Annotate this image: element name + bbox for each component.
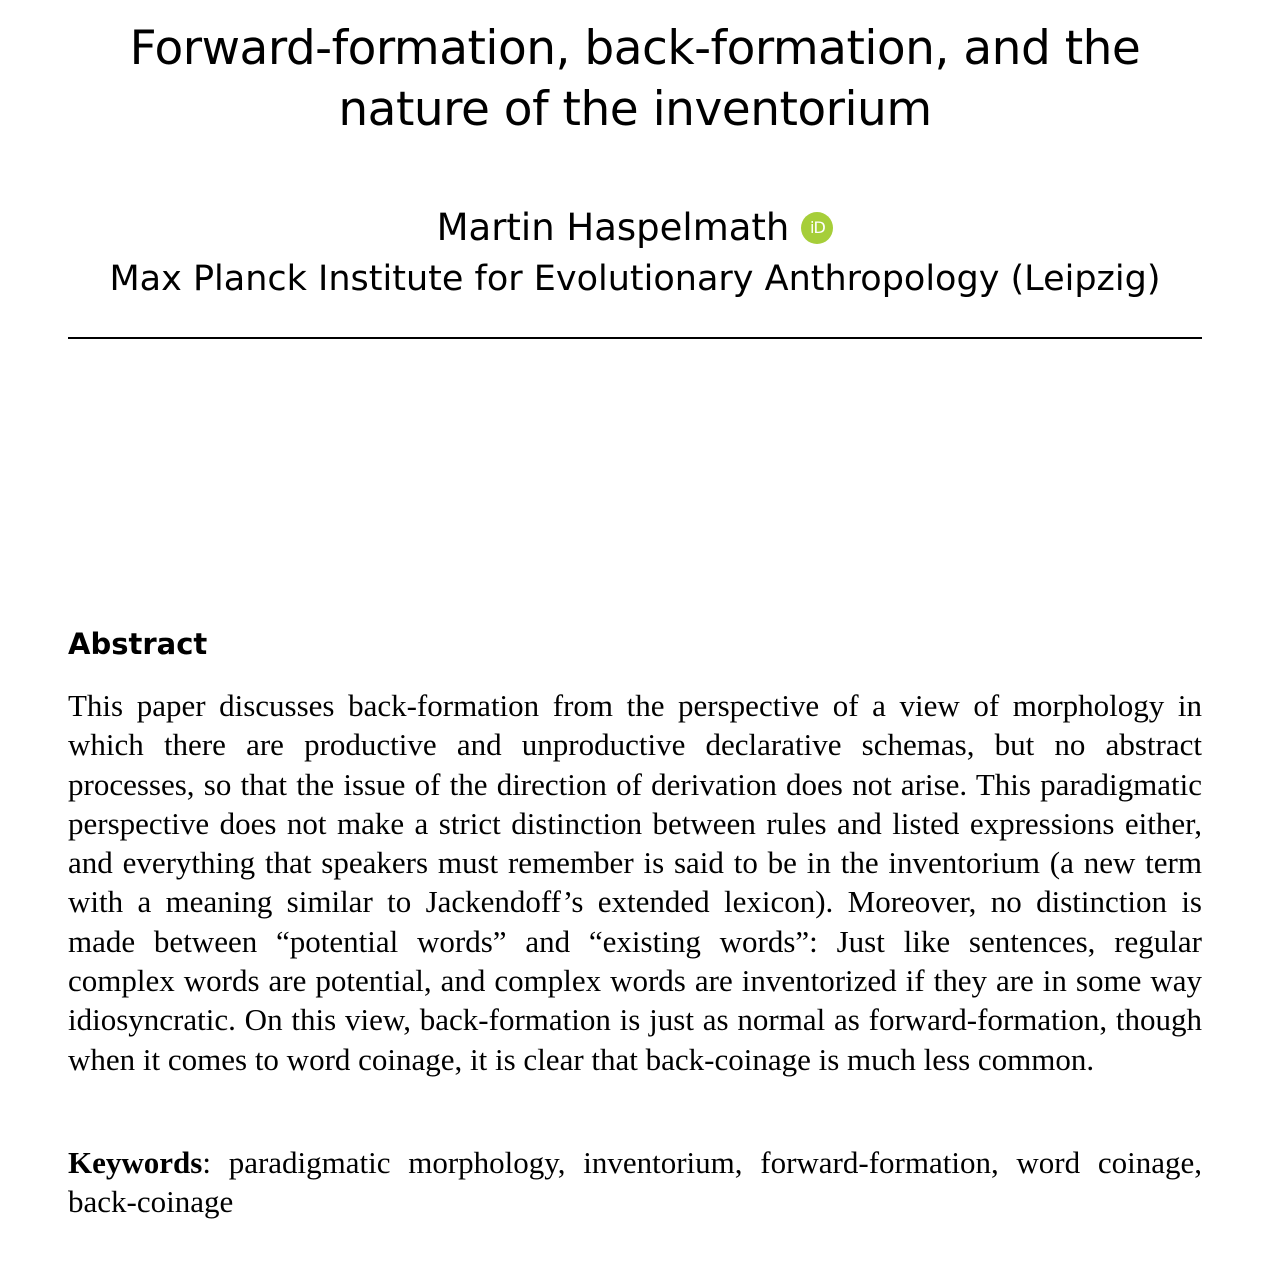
author-block <box>68 204 1202 302</box>
keywords-paragraph <box>68 1143 1202 1222</box>
orcid-icon[interactable]: iD <box>801 212 833 244</box>
abstract-heading: Abstract <box>68 627 208 661</box>
keywords-separator: : <box>202 1145 211 1180</box>
author-affiliation: Max Planck Institute for Evolutionary Anthropology (Leipzig) <box>109 259 1161 299</box>
keywords-list: paradigmatic morphology, inventorium, forward-formation, word coinage, back-coinage <box>68 1145 1202 1220</box>
abstract-body: This paper discusses back-formation from the perspective of a view of morphology in which there are productive and unproductive declarative schemas, but no abstract processes, so that the issue of the direction of derivation does not arise. This paradigmatic perspective does not make a strict distinction between rules and listed expressions either, and everything that speakers must remember is said to be in the inventorium (a new term with a meaning similar to Jackendoff’s extended lexicon). Moreover, no distinction is made between “potential words” and “existing words”: Just like sentences, regular complex words are potential, and complex words are inventorized if they are in some way idiosyncratic. On this view, back-formation is just as normal as forward-formation, though when it comes to word coinage, it is clear that back-coinage is much less common. <box>68 688 1202 1077</box>
author-line <box>68 204 1202 252</box>
header-divider <box>68 337 1202 339</box>
paper-title: Forward-formation, back-formation, and the nature of the inventorium <box>129 21 1141 137</box>
keywords-label: Keywords <box>68 1145 203 1180</box>
author-name: Martin Haspelmath <box>436 206 790 249</box>
